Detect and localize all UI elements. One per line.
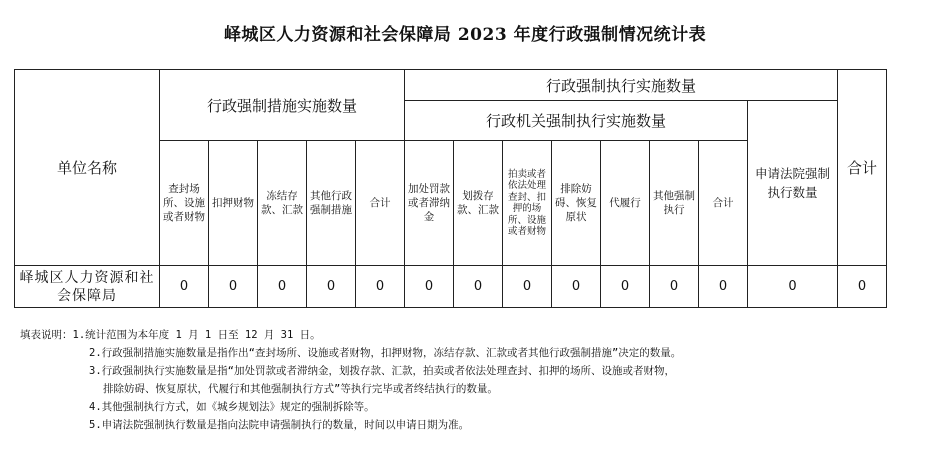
grand-total-header: 合计 (838, 70, 887, 266)
value-cell: 0 (552, 266, 601, 308)
court-execution-header: 申请法院强制执行数量 (748, 101, 838, 266)
execution-col-subtotal: 合计 (699, 141, 748, 266)
report-title: 峄城区人力资源和社会保障局 2023 年度行政强制情况统计表 (223, 25, 707, 45)
value-cell: 0 (160, 266, 209, 308)
value-cell: 0 (601, 266, 650, 308)
table-row (15, 266, 887, 308)
note-line: 排除妨碍、恢复原状，代履行和其他强制执行方式”等执行完毕或者终结执行的数量。 (103, 383, 498, 395)
unit-name-cell: 峄城区人力资源和社会保障局 (15, 266, 160, 308)
statistics-table (14, 69, 887, 308)
measure-col-seize: 扣押财物 (209, 141, 258, 266)
value-cell: 0 (307, 266, 356, 308)
execution-col-auction: 拍卖或者依法处理查封、扣押的场所、设施或者财物 (503, 141, 552, 266)
note-line: 3.行政强制执行实施数量是指“加处罚款或者滞纳金，划拨存款、汇款，拍卖或者依法处理查封、扣押的场所、设施或者财物， (89, 365, 675, 377)
value-cell: 0 (699, 266, 748, 308)
value-cell: 0 (209, 266, 258, 308)
execution-col-substitute: 代履行 (601, 141, 650, 266)
measure-col-other: 其他行政强制措施 (307, 141, 356, 266)
execution-col-transfer: 划拨存款、汇款 (454, 141, 503, 266)
notes-label: 填表说明： (20, 329, 73, 341)
execution-col-other: 其他强制执行 (650, 141, 699, 266)
value-cell: 0 (356, 266, 405, 308)
measure-col-freeze: 冻结存款、汇款 (258, 141, 307, 266)
value-cell: 0 (405, 266, 454, 308)
execution-col-remove: 排除妨碍、恢复原状 (552, 141, 601, 266)
value-cell: 0 (503, 266, 552, 308)
execution-col-fine: 加处罚款或者滞纳金 (405, 141, 454, 266)
agency-execution-header: 行政机关强制执行实施数量 (405, 101, 748, 141)
value-cell: 0 (838, 266, 887, 308)
note-line: 4.其他强制执行方式，如《城乡规划法》规定的强制拆除等。 (89, 401, 375, 413)
measures-header: 行政强制措施实施数量 (160, 70, 405, 141)
measure-col-seal: 查封场所、设施或者财物 (160, 141, 209, 266)
note-line: 2.行政强制措施实施数量是指作出“查封场所、设施或者财物，扣押财物，冻结存款、汇款或者其他行政强制措施”决定的数量。 (89, 347, 682, 359)
unit-name-header: 单位名称 (15, 70, 160, 266)
value-cell: 0 (748, 266, 838, 308)
measure-col-subtotal: 合计 (356, 141, 405, 266)
filling-instructions (20, 326, 681, 434)
value-cell: 0 (258, 266, 307, 308)
note-line: 5.申请法院强制执行数量是指向法院申请强制执行的数量，时间以申请日期为准。 (89, 419, 470, 431)
value-cell: 0 (650, 266, 699, 308)
execution-header: 行政强制执行实施数量 (405, 70, 838, 101)
value-cell: 0 (454, 266, 503, 308)
note-line: 填表说明：1.统计范围为本年度 1 月 1 日至 12 月 31 日。 (20, 329, 321, 341)
